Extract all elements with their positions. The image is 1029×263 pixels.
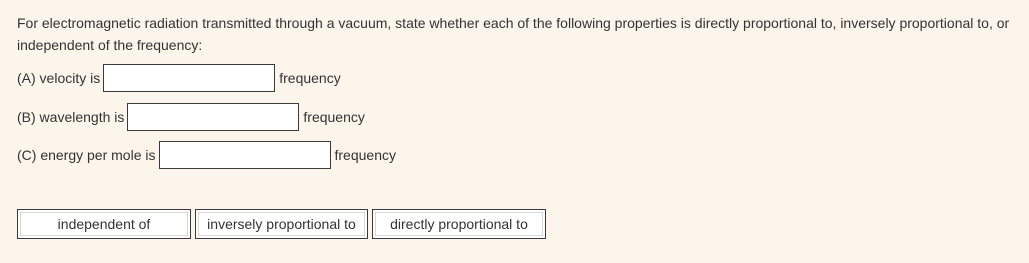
question-text: For electromagnetic radiation transmitted through a vacuum, state whether each of the following properties is directly proportional to, inversely proportional to, or independent of the frequency: [17, 15, 1010, 53]
item-a [17, 64, 341, 92]
answer-bank [17, 209, 546, 239]
answer-chip-inversely-proportional-to[interactable]: inversely proportional to [195, 209, 368, 239]
item-c-drop-zone[interactable] [159, 141, 331, 169]
item-a-drop-zone[interactable] [103, 64, 275, 92]
answer-chip-independent-of[interactable]: independent of [17, 209, 191, 239]
item-b [17, 103, 365, 131]
item-b-drop-zone[interactable] [127, 103, 299, 131]
item-b-label: (B) wavelength is [17, 109, 125, 125]
item-c [17, 141, 396, 169]
item-a-suffix: frequency [279, 70, 341, 86]
item-c-label: (C) energy per mole is [17, 147, 156, 163]
item-a-label: (A) velocity is [17, 70, 101, 86]
answer-chip-directly-proportional-to[interactable]: directly proportional to [372, 209, 546, 239]
item-b-suffix: frequency [303, 109, 365, 125]
item-c-suffix: frequency [334, 147, 396, 163]
